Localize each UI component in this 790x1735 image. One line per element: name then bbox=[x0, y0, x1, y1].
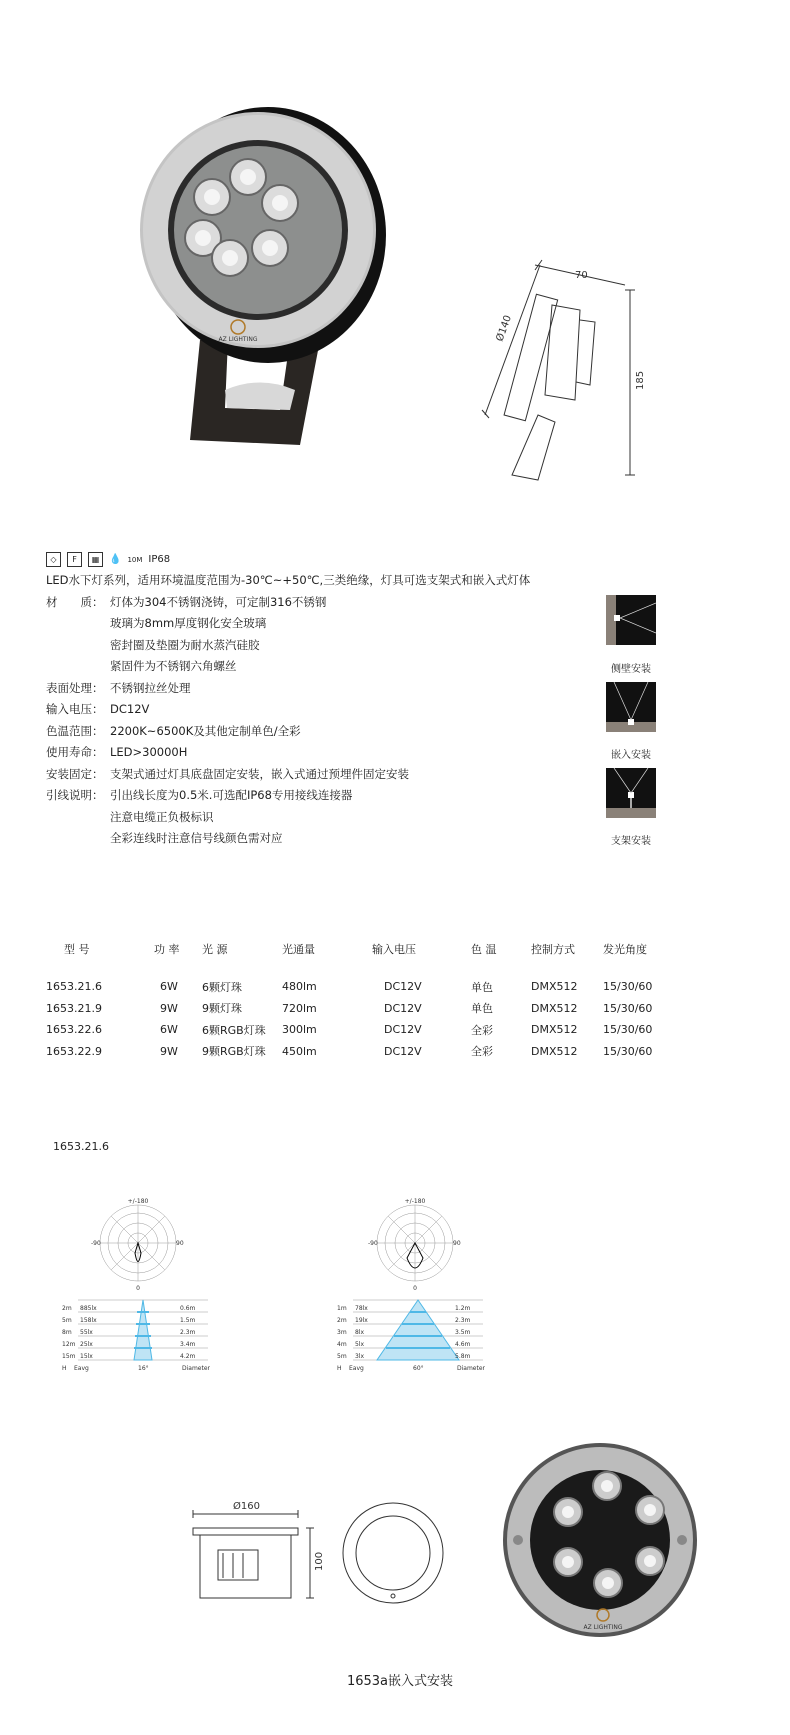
certification-row bbox=[46, 552, 170, 567]
svg-text:5.8m: 5.8m bbox=[455, 1353, 471, 1360]
install-label-wall: 侧壁安装 bbox=[611, 664, 651, 675]
f-mark-icon: F bbox=[67, 552, 82, 567]
recessed-side-drawing bbox=[188, 1498, 328, 1608]
recessed-mount-icon bbox=[606, 682, 656, 732]
svg-text:4.2m: 4.2m bbox=[180, 1353, 196, 1360]
table-row: 1653.21.9 9W 9颗灯珠 720lm DC12V 单色 DMX512 15/30/60 bbox=[46, 1001, 653, 1016]
svg-text:885lx: 885lx bbox=[80, 1305, 97, 1312]
spec-value: DC12V bbox=[110, 702, 150, 716]
svg-text:+/-180: +/-180 bbox=[127, 1198, 149, 1205]
spec-value: 支架式通过灯具底盘固定安装，嵌入式通过预埋件固定安装 bbox=[110, 766, 409, 781]
beam-chart-narrow bbox=[60, 1298, 220, 1386]
svg-text:3.4m: 3.4m bbox=[180, 1341, 196, 1348]
table-row: 1653.22.9 9W 9颗RGB灯珠 450lm DC12V 全彩 DMX512 15/30/60 bbox=[46, 1044, 653, 1059]
ip-rating: IP68 bbox=[148, 554, 171, 565]
recessed-top-drawing bbox=[338, 1498, 448, 1608]
svg-text:16°: 16° bbox=[138, 1365, 149, 1372]
table-row: 1653.22.6 6W 6颗RGB灯珠 300lm DC12V 全彩 DMX512 15/30/60 bbox=[46, 1023, 653, 1037]
svg-text:-90: -90 bbox=[368, 1240, 378, 1247]
height-dimension: 185 bbox=[635, 370, 646, 390]
recessed-diameter: Ø160 bbox=[233, 1501, 260, 1512]
svg-text:2m: 2m bbox=[337, 1317, 347, 1324]
svg-text:8lx: 8lx bbox=[355, 1329, 365, 1336]
beam-chart-wide bbox=[335, 1298, 495, 1386]
svg-text:55lx: 55lx bbox=[80, 1329, 93, 1336]
svg-text:Eavg: Eavg bbox=[349, 1365, 364, 1372]
product-photo-recessed-light bbox=[500, 1440, 700, 1640]
table-row: 1653.21.6 6W 6颗灯珠 480lm DC12V 单色 DMX512 15/30/60 bbox=[46, 980, 653, 994]
svg-text:8m: 8m bbox=[62, 1329, 72, 1336]
svg-text:158lx: 158lx bbox=[80, 1317, 97, 1324]
spec-value: 2200K~6500K及其他定制单色/全彩 bbox=[110, 723, 301, 738]
svg-text:2.3m: 2.3m bbox=[455, 1317, 471, 1324]
spec-value: 玻璃为8mm厚度钢化安全玻璃 bbox=[110, 616, 267, 630]
svg-text:12m: 12m bbox=[62, 1341, 76, 1348]
svg-text:H: H bbox=[62, 1365, 67, 1372]
svg-text:90: 90 bbox=[176, 1240, 184, 1247]
spec-value: 引出线长度为0.5米.可选配IP68专用接线连接器 bbox=[110, 788, 353, 802]
svg-text:4.6m: 4.6m bbox=[455, 1341, 471, 1348]
spec-value: LED>30000H bbox=[110, 745, 188, 759]
spec-value: 密封圈及垫圈为耐水蒸汽硅胶 bbox=[110, 637, 260, 652]
brand-logo-text: AZ LIGHTING bbox=[218, 336, 258, 343]
svg-text:2.3m: 2.3m bbox=[180, 1329, 196, 1336]
spec-block: LED水下灯系列，适用环境温度范围为-30℃~+50℃,三类绝缘，灯具可选支架式和嵌入式灯体 材 质： 灯体为304不锈钢浇铸，可定制316不锈钢 玻璃为8mm厚度钢化安全玻璃 密封圈及垫圈为耐水蒸汽硅胶 紧固件为不锈钢六角螺丝 表面处理： 不锈钢拉丝处理 输入电压： DC12V 色温范围： 2200K~6500K及其他定制单色/全彩 使用寿命： LED>30000H 安装固定： 支架式通过灯具底盘固定安装，嵌入式通过预埋件固定安装 引线说明： 引出线长度为0.5米.可选配IP68专用接线连接器 注意电缆正负极标识 全彩连线时注意信号线颜色需对应 bbox=[46, 570, 546, 850]
svg-text:+/-180: +/-180 bbox=[404, 1198, 426, 1205]
svg-text:1m: 1m bbox=[337, 1305, 347, 1312]
svg-text:5lx: 5lx bbox=[355, 1341, 365, 1348]
side-dimension-drawing bbox=[480, 250, 720, 490]
product-photo-bracket-light bbox=[130, 90, 430, 470]
svg-text:25lx: 25lx bbox=[80, 1341, 93, 1348]
svg-text:3lx: 3lx bbox=[355, 1353, 365, 1360]
description: LED水下灯系列，适用环境温度范围为-30℃~+50℃,三类绝缘，灯具可选支架式和嵌入式灯体 bbox=[46, 573, 531, 587]
svg-text:2m: 2m bbox=[62, 1305, 72, 1312]
install-label-recessed: 嵌入安装 bbox=[611, 750, 651, 761]
water-drop-icon: 💧 bbox=[109, 554, 122, 565]
wall-mount-icon bbox=[606, 595, 656, 645]
recessed-height: 100 bbox=[314, 1551, 325, 1571]
svg-text:78lx: 78lx bbox=[355, 1305, 368, 1312]
svg-text:90: 90 bbox=[453, 1240, 461, 1247]
hatched-icon: ▦ bbox=[88, 552, 103, 567]
photometric-model-label: 1653.21.6 bbox=[53, 1140, 109, 1153]
svg-text:0: 0 bbox=[136, 1285, 140, 1292]
svg-text:0.6m: 0.6m bbox=[180, 1305, 196, 1312]
svg-text:3m: 3m bbox=[337, 1329, 347, 1336]
spec-value: 注意电缆正负极标识 bbox=[110, 809, 214, 824]
bottom-caption: 1653a嵌入式安装 bbox=[346, 1674, 454, 1689]
brand-logo-text-recessed: AZ LIGHTING bbox=[583, 1624, 623, 1631]
table-header-row: 型 号 功 率 光 源 光通量 输入电压 色 温 控制方式 发光角度 bbox=[64, 943, 647, 956]
model-table bbox=[46, 934, 673, 1062]
svg-text:H: H bbox=[337, 1365, 342, 1372]
spec-value: 不锈钢拉丝处理 bbox=[110, 680, 191, 695]
spec-value: 全彩连线时注意信号线颜色需对应 bbox=[110, 831, 283, 845]
svg-text:0: 0 bbox=[413, 1285, 417, 1292]
install-label-bracket: 支架安装 bbox=[611, 836, 651, 847]
svg-text:Diameter: Diameter bbox=[457, 1365, 486, 1372]
svg-text:5m: 5m bbox=[337, 1353, 347, 1360]
class-iii-icon: ◇ bbox=[46, 552, 61, 567]
svg-text:Diameter: Diameter bbox=[182, 1365, 211, 1372]
svg-text:1.2m: 1.2m bbox=[455, 1305, 471, 1312]
svg-text:15lx: 15lx bbox=[80, 1353, 93, 1360]
bracket-mount-icon bbox=[606, 768, 656, 818]
water-depth: 10M bbox=[127, 555, 143, 564]
svg-text:4m: 4m bbox=[337, 1341, 347, 1348]
svg-text:60°: 60° bbox=[413, 1365, 424, 1372]
svg-text:-90: -90 bbox=[91, 1240, 101, 1247]
svg-text:5m: 5m bbox=[62, 1317, 72, 1324]
diameter-dimension: Ø140 bbox=[494, 313, 515, 344]
polar-diagram-narrow bbox=[88, 1198, 188, 1298]
svg-text:3.5m: 3.5m bbox=[455, 1329, 471, 1336]
svg-text:Eavg: Eavg bbox=[74, 1365, 89, 1372]
spec-value: 灯体为304不锈钢浇铸，可定制316不锈钢 bbox=[110, 594, 327, 609]
svg-text:19lx: 19lx bbox=[355, 1317, 368, 1324]
polar-diagram-wide bbox=[365, 1198, 465, 1298]
spec-value: 紧固件为不锈钢六角螺丝 bbox=[110, 659, 237, 673]
svg-text:15m: 15m bbox=[62, 1353, 76, 1360]
svg-text:1.5m: 1.5m bbox=[180, 1317, 196, 1324]
depth-dimension: 70 bbox=[575, 270, 588, 281]
